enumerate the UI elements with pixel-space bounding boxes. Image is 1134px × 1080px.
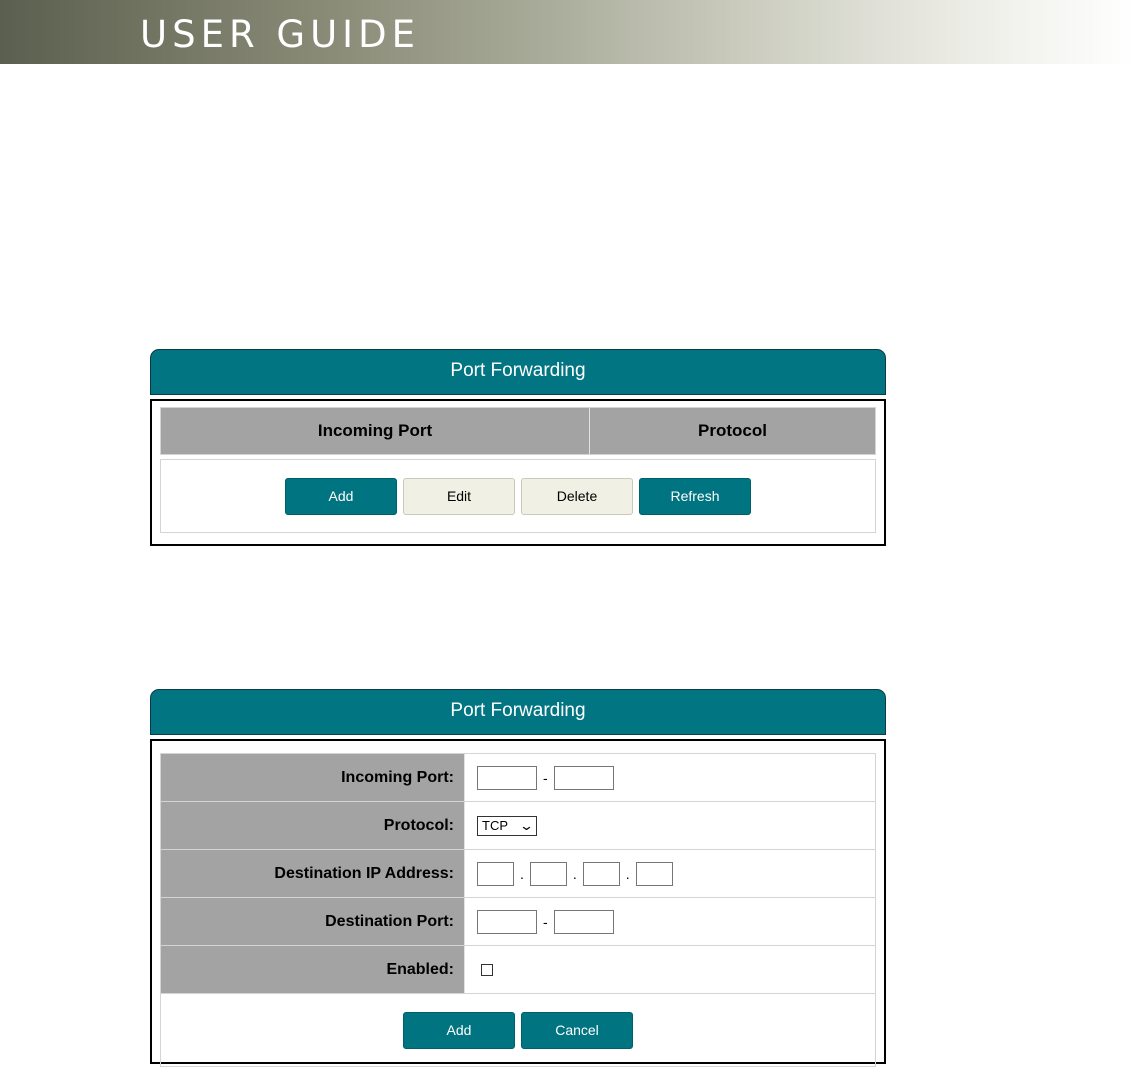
cancel-button[interactable]: Cancel xyxy=(521,1012,633,1049)
button-bar xyxy=(160,994,876,1067)
port-forwarding-form-panel xyxy=(150,689,886,1064)
chevron-down-icon: ⌄ xyxy=(518,817,535,833)
enabled-checkbox[interactable] xyxy=(481,964,493,976)
incoming-port-label: Incoming Port: xyxy=(161,754,465,801)
user-guide-banner xyxy=(0,0,1134,64)
ip-separator: . xyxy=(625,865,630,882)
edit-button[interactable]: Edit xyxy=(403,478,515,515)
add-button[interactable]: Add xyxy=(403,1012,515,1049)
ip-octet-4-input[interactable] xyxy=(636,862,673,886)
ip-separator: . xyxy=(572,865,577,882)
banner-title: USER GUIDE xyxy=(140,13,420,56)
range-separator: - xyxy=(543,913,548,930)
panel-title: Port Forwarding xyxy=(150,349,886,395)
ip-separator: . xyxy=(520,865,524,882)
column-protocol: Protocol xyxy=(590,408,875,454)
destination-ip-row xyxy=(160,850,876,898)
column-incoming-port: Incoming Port xyxy=(161,408,590,454)
table-header xyxy=(160,407,876,455)
ip-octet-1-input[interactable] xyxy=(477,862,514,886)
port-forwarding-list-panel xyxy=(150,349,886,546)
destination-ip-label: Destination IP Address: xyxy=(161,850,465,897)
incoming-port-row xyxy=(160,753,876,802)
ip-octet-3-input[interactable] xyxy=(583,862,620,886)
delete-button[interactable]: Delete xyxy=(521,478,633,515)
add-button[interactable]: Add xyxy=(285,478,397,515)
destination-port-end-input[interactable] xyxy=(554,910,614,934)
incoming-port-start-input[interactable] xyxy=(477,766,537,790)
destination-port-label: Destination Port: xyxy=(161,898,465,945)
protocol-select[interactable] xyxy=(477,816,537,836)
destination-port-row xyxy=(160,898,876,946)
enabled-label: Enabled: xyxy=(161,946,465,993)
range-separator: - xyxy=(543,769,548,786)
panel-body xyxy=(150,399,886,546)
protocol-row xyxy=(160,802,876,850)
destination-port-start-input[interactable] xyxy=(477,910,537,934)
button-bar xyxy=(160,459,876,533)
protocol-label: Protocol: xyxy=(161,802,465,849)
enabled-row xyxy=(160,946,876,994)
panel-title: Port Forwarding xyxy=(150,689,886,735)
refresh-button[interactable]: Refresh xyxy=(639,478,751,515)
ip-octet-2-input[interactable] xyxy=(530,862,567,886)
protocol-selected-value: TCP xyxy=(482,818,508,833)
incoming-port-end-input[interactable] xyxy=(554,766,614,790)
panel-body xyxy=(150,739,886,1064)
